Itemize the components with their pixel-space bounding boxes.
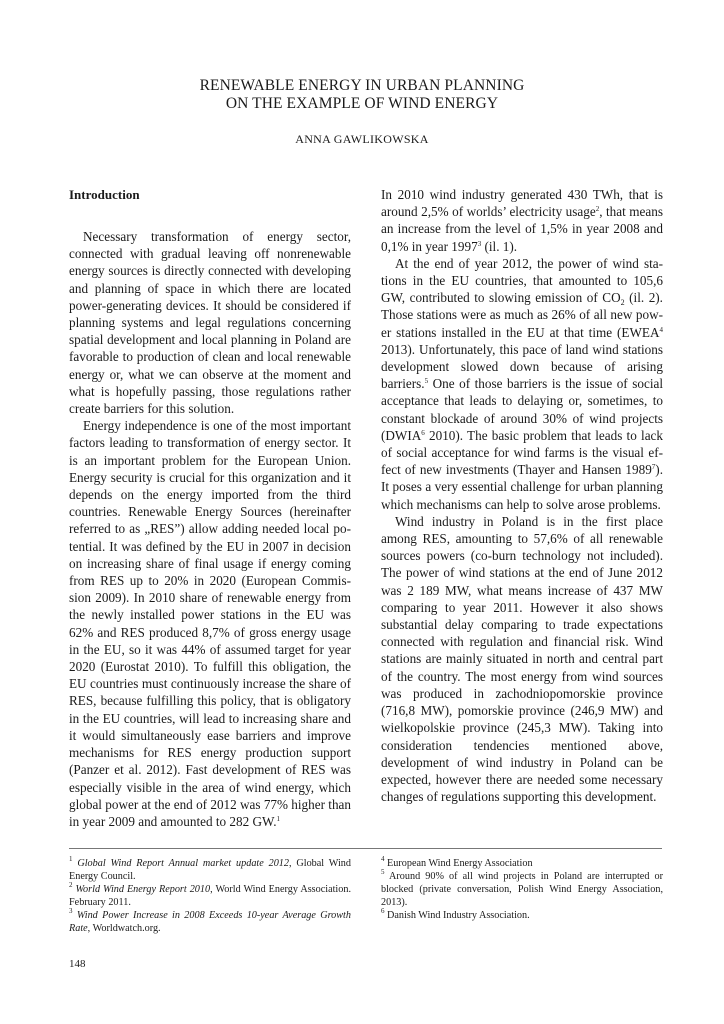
paragraph: [381, 255, 663, 513]
paragraph-text: , that means an increase from the level of 1,5% in year 2008 and 0,1% in year 1997: [381, 204, 663, 254]
paragraph-text: ). It poses a very essential challenge for urban planning which mechanisms can help to solve arose problems.: [381, 462, 663, 512]
paragraph-text: Necessary transformation of energy sector, connected with gradual leaving off nonrenewable energy sources is directly connected with developing and planning of space in which there are located power-generating devices. It should be considered if planning systems and legal regulations concerning spatial development and local planning in Poland are favorable to production of clean and local renewable energy or, what we can observe at the moment and what is hopefully passing, those regulations rather create barriers for this solution.: [69, 229, 351, 417]
paragraph-text: (il. 2). Those stations were as much as 26% of all new power stations installed in the EU at that time (EWEA: [381, 290, 663, 340]
footnote: [69, 883, 351, 909]
paragraph: [381, 513, 663, 805]
footnote-source-title: Global Wind Report Annual market update 2012: [77, 858, 289, 869]
footnote: [381, 870, 663, 909]
footnote-ref: 3: [477, 239, 482, 248]
paragraph-text: At the end of year 2012, the power of wind stations in the EU countries, that amounted to 105,6 GW, contributed to slowing emission of CO: [381, 255, 663, 306]
footnote-ref: 4: [659, 325, 663, 334]
paragraph-text: One of those barriers is the issue of social acceptance that leads to delaying or, sometimes, to constant blockade of around 30% of wind projects (DWIA: [381, 376, 663, 443]
footnote-number: 1: [69, 855, 73, 863]
footnote: [69, 909, 351, 935]
paragraph-text: Energy independence is one of the most important factors leading to transformation of energy sector. It is an important problem for the European Union. Energy security is crucial for this organization and it depends on the energy imported from the third countries. Renewable Energy Sources (hereinafter referred to as „RES”) allow adding needed local potential. It was defined by the EU in 2007 in decision on increasing share of final usage if energy coming from RES up to 20% in 2020 (European Commission 2009). In 2010 share of renewable energy from the newly installed power stations in the EU was 62% and RES produced 8,7% of gross energy usage in the EU, so it was 44% of assumed target for year 2020 (Eurostat 2010). To fulfill this obligation, the EU countries must continuously increase the share of RES, because fulfilling this policy, that is obligatory in the EU countries, will lead to increasing share and it would simultaneously ease barriers and improve mechanisms for RES energy production support (Panzer et al. 2012). Fast development of RES was especially visible in the area of wind energy, which global power at the end of 2012 was 77% higher than in year 2009 and amounted to 282 GW.: [69, 418, 351, 829]
author-name: ANNA GAWLIKOWSKA: [295, 132, 429, 146]
paragraph: [381, 186, 663, 255]
footnote-number: 3: [69, 907, 73, 916]
footnotes-right: [381, 857, 663, 922]
footnote-ref: 6: [421, 428, 425, 437]
footnote-number: 6: [381, 907, 385, 916]
paragraph: [69, 228, 351, 417]
footnote-text: Around 90% of all wind projects in Poland are interrupted or blocked (private conversation, Polish Wind Energy Association, 2013).: [381, 871, 664, 909]
footnote-text: , Worldwatch.org.: [87, 923, 161, 935]
footnotes-left: [69, 857, 351, 936]
footnote-text: , Global Wind Energy Council.: [69, 858, 351, 883]
paragraph-text: 2013). Unfortunately, this pace of land wind stations development slowed down because of arising barriers.: [381, 341, 663, 392]
footnote-text: , World Wind Energy Association. February 2011.: [69, 884, 351, 909]
paper-title-line-1: RENEWABLE ENERGY IN URBAN PLANNING: [199, 77, 525, 94]
footnote-source-title: Wind Power Increase in 2008 Exceeds 10-year Average Growth Rate: [69, 910, 351, 935]
paragraph-text: Wind industry in Poland is in the first place among RES, amounting to 57,6% of all renewable sources powers (co-burn technology not included). The power of wind stations at the end of June 2012 was 2 189 MW, what means increase of 437 MW comparing to year 2011. However it also shows substantial delay comparing to trade expectations connected with regulation and financial risk. Wind stations are mainly situated in north and central part of the country. The most energy from wind sources was produced in zachodniopomorskie province (716,8 MW), pomorskie province (246,9 MW) and wielkopolskie province (245,3 MW). Taking into consideration tendencies mentioned above, development of wind industry in Poland can be expected, however there are needed some necessary changes of regulations supporting this development.: [381, 513, 663, 805]
subscript: 2: [620, 298, 625, 308]
footnote: [381, 909, 663, 922]
footnote: [381, 857, 663, 870]
footnote-number: 5: [381, 868, 385, 877]
section-heading: Introduction: [69, 187, 140, 202]
left-column: [69, 186, 351, 830]
footnote-number: 4: [381, 855, 385, 863]
footnote-ref: 2: [595, 205, 600, 214]
paragraph-text: 2010). The basic problem that leads to lack of social acceptance for wind farms is the visual effect of new investments (Thayer and Hansen 1989: [381, 427, 663, 478]
footnote-number: 2: [69, 881, 73, 890]
right-column: [381, 186, 663, 805]
paragraph: [69, 417, 351, 830]
paper-title-line-2: ON THE EXAMPLE OF WIND ENERGY: [225, 95, 499, 112]
paragraph-text: (il. 1).: [481, 238, 518, 254]
paragraph-text: In 2010 wind industry generated 430 TWh, that is around 2,5% of worlds’ electricity usage: [381, 187, 663, 220]
footnote-source-title: World Wind Energy Report 2010: [75, 884, 211, 896]
page-number: 148: [69, 958, 86, 970]
footnote-text: European Wind Energy Association: [387, 858, 533, 869]
footnote-text: Danish Wind Industry Association.: [387, 910, 530, 922]
footnote-ref: 1: [276, 814, 281, 823]
footnote-ref: 7: [651, 463, 656, 472]
footnote-divider: [69, 848, 662, 849]
footnote: [69, 857, 351, 883]
footnote-ref: 5: [424, 377, 429, 386]
